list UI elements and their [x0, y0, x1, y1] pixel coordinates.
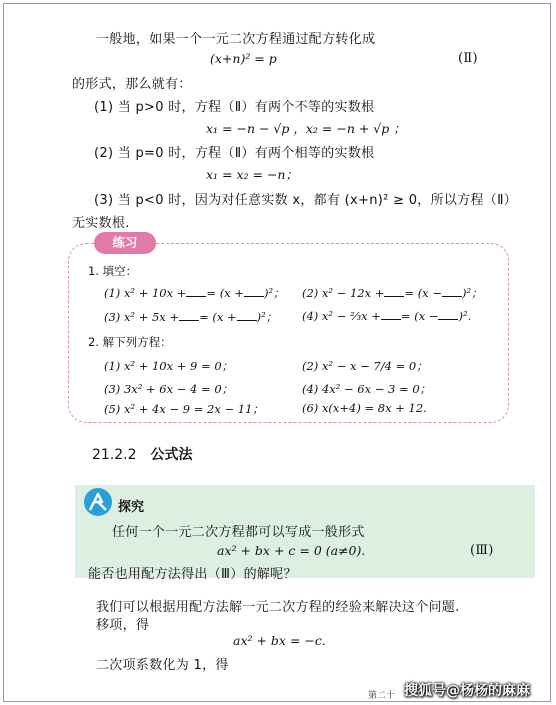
practice-tab: 练习 — [94, 232, 156, 254]
equation-2: (x+n)² = p — [210, 51, 277, 66]
practice-q2-title: 2. 解下列方程： — [88, 335, 172, 349]
case-3-line-1: (3) 当 p<0 时，因为对任意实数 x，都有 (x+n)² ≥ 0，所以方程（Ⅱ） — [94, 193, 518, 208]
body-line-2: 移项，得 — [96, 618, 150, 633]
practice-q1-item: (4) x² − ⅔x + = (x − )². — [302, 309, 472, 323]
body-line-1: 我们可以根据用配方法解一元二次方程的经验来解决这个问题. — [96, 600, 460, 615]
equation-3: ax² + bx + c = 0 (a≠0). — [217, 543, 366, 558]
explore-icon — [84, 488, 112, 516]
practice-q1-title: 1. 填空： — [88, 264, 138, 278]
practice-q1-item: (3) x² + 5x + = (x + )²； — [104, 310, 278, 324]
case-2: (2) 当 p=0 时，方程（Ⅱ）有两个相等的实数根 — [94, 146, 375, 161]
intro-line-2: 的形式，那么就有： — [72, 77, 192, 92]
section-heading — [92, 444, 193, 464]
equation-2-tag: (Ⅱ) — [458, 51, 478, 66]
practice-q1-item: (2) x² − 12x + = (x − )²； — [302, 286, 483, 300]
case-2-roots: x₁ = x₂ = −n； — [206, 167, 298, 182]
equation-3-tag: (Ⅲ) — [470, 543, 494, 558]
practice-q2-item: (5) x² + 4x − 9 = 2x − 11； — [104, 402, 264, 416]
intro-line-1: 一般地，如果一个一元二次方程通过配方转化成 — [96, 32, 376, 47]
watermark: 搜狐号@杨杨的麻麻 — [404, 683, 530, 699]
explore-title: 探究 — [118, 500, 145, 515]
equation-4: ax² + bx = −c. — [233, 633, 326, 648]
case-1-roots: x₁ = −n − √p ，x₂ = −n + √p ； — [206, 121, 406, 136]
practice-q2-item: (1) x² + 10x + 9 = 0； — [104, 359, 234, 373]
practice-q2-item: (3) 3x² + 6x − 4 = 0； — [104, 382, 234, 396]
practice-q2-item: (6) x(x+4) = 8x + 12. — [302, 401, 427, 415]
practice-q2-item: (2) x² − x − 7/4 = 0； — [302, 359, 428, 373]
explore-line-1: 任何一个一元二次方程都可以写成一般形式 — [112, 525, 365, 540]
section-number: 21.2.2 — [92, 447, 137, 463]
explore-line-2: 能否也用配方法得出（Ⅲ）的解呢？ — [88, 567, 297, 582]
practice-q1-item: (1) x² + 10x + = (x + )²； — [104, 286, 285, 300]
body-line-3: 二次项系数化为 1，得 — [96, 658, 229, 673]
page-number: 第二十 — [368, 691, 396, 701]
practice-q2-item: (4) 4x² − 6x − 3 = 0； — [302, 382, 432, 396]
case-1: (1) 当 p>0 时，方程（Ⅱ）有两个不等的实数根 — [94, 100, 375, 115]
case-3-line-2: 无实数根. — [72, 216, 130, 231]
section-title: 公式法 — [150, 447, 193, 463]
